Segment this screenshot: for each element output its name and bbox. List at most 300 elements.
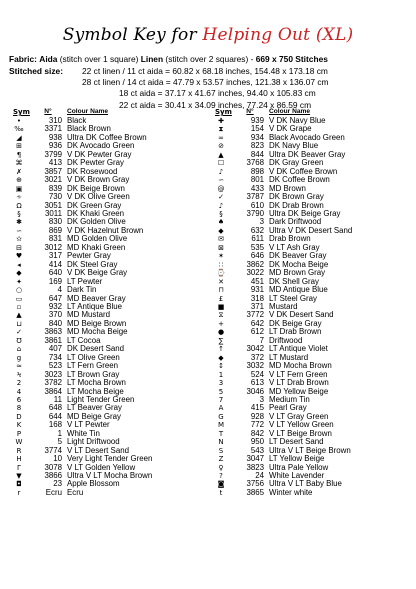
symbol-glyph: ⧗ [218,125,224,134]
floss-number: 840 [48,318,62,328]
colour-name: Pewter Gray [67,251,111,261]
symbol-glyph: 7 [218,395,224,404]
symbol-glyph: ⌚ [216,269,226,278]
symbol-row [211,388,409,396]
symbol-row [211,489,409,497]
colour-name: MD Mocha Brown [269,361,332,371]
colour-name: V LT Desert Sand [67,445,129,455]
colour-name: Drab Brown [269,234,311,244]
symbol-glyph: ⊞ [16,142,22,151]
symbol-glyph: £ [218,294,224,303]
symbol-glyph: ◘ [16,480,22,489]
colour-name: Light Tender Green [67,394,135,404]
floss-number: Ecru [45,487,62,497]
symbol-glyph: ∞ [218,133,224,142]
symbol-glyph: ⊕ [16,176,22,185]
colour-name: Dark Tin [67,285,97,295]
symbol-glyph: T [218,429,224,438]
fabric-stitch-count: 669 x 750 Stitches [255,54,328,64]
symbol-glyph: ◢ [16,133,22,142]
colour-name: DK Desert Sand [67,344,125,354]
colour-name: MD Golden Olive [67,234,128,244]
symbol-glyph: t [219,488,223,497]
symbol-glyph: • [16,117,22,125]
symbol-glyph: Γ [17,463,21,472]
floss-number: 844 [250,149,264,159]
symbol-glyph: ◂ [17,260,21,269]
floss-number: 928 [250,411,264,421]
floss-number: 5 [57,437,62,447]
symbol-glyph: ◆ [16,269,22,278]
floss-number: 830 [48,217,62,227]
colour-name: Black Avocado Green [269,132,345,142]
colour-name: V LT Pewter [67,420,110,430]
symbol-glyph: ∷ [218,260,224,269]
floss-number: 3032 [246,361,264,371]
symbol-glyph: ∽ [16,226,22,235]
symbol-glyph: ◆ [218,226,224,235]
symbol-glyph: ♪ [218,167,224,176]
symbol-glyph: ● [217,328,225,337]
floss-number: 801 [250,175,264,185]
symbol-column-left [9,108,207,497]
colour-name: MD Antique Blue [269,285,328,295]
header-num: N° [44,108,52,115]
symbol-glyph: N [218,438,224,447]
fabric-aida: Aida [39,54,58,64]
symbol-glyph: 1 [218,370,224,379]
floss-number: 317 [48,251,62,261]
colour-name: Ultra DK Coffee Brown [67,132,147,142]
symbol-glyph: ✕ [218,277,224,286]
symbol-glyph: ⊠ [218,243,224,252]
colour-name: V LT Fern Green [269,369,328,379]
colour-name: V LT Beige Brown [269,428,332,438]
floss-number: 415 [250,403,264,413]
colour-name: MD Mustard [67,310,110,320]
symbol-glyph: ◆ [218,353,224,362]
colour-name: LT Mocha Beige [67,386,124,396]
floss-number: 543 [250,445,264,455]
symbol-row [211,295,409,303]
symbol-row [211,176,409,184]
floss-number: 451 [250,276,264,286]
colour-name: LT Antique Blue [67,301,122,311]
floss-number: 3371 [44,124,62,134]
floss-number: 3862 [246,259,264,269]
symbol-key-table [9,108,409,497]
floss-number: 4 [57,285,62,295]
symbol-glyph: Ω [16,201,22,210]
symbol-glyph: ◙ [217,480,225,489]
colour-name: DK Gray Green [269,158,324,168]
fabric-linen: Linen [140,54,164,64]
colour-name: Ultra V LT Baby Blue [269,479,342,489]
title-pattern-name: Helping Out (XL) [202,25,354,45]
column-header [9,108,207,117]
symbol-glyph: ▣ [15,184,23,193]
floss-number: 535 [250,242,264,252]
floss-number: 932 [48,301,62,311]
colour-name: LT Brown Gray [67,369,120,379]
symbol-glyph: ■ [217,302,225,311]
symbol-glyph: ≈ [16,362,22,371]
colour-name: V DK Olive Green [67,192,130,202]
floss-number: 3866 [44,471,62,481]
symbol-glyph: ✦ [16,277,22,286]
colour-name: DK Coffee Brown [269,175,330,185]
colour-name: V LT Ash Gray [269,242,320,252]
symbol-glyph: ∻ [16,193,22,202]
symbol-glyph: ▫ [16,302,22,311]
floss-number: 3011 [45,208,62,218]
floss-number: 10 [53,454,62,464]
symbol-glyph: ✫ [16,235,22,244]
floss-number: 3 [259,217,264,227]
symbol-glyph: ✱ [16,218,22,227]
symbol-glyph: ¶ [16,150,22,159]
symbol-glyph: ♀ [218,463,224,472]
colour-name: Ultra V LT Mocha Brown [67,471,153,481]
symbol-glyph: Ʊ [16,336,22,345]
symbol-glyph: ? [219,472,223,481]
symbol-glyph: § [17,209,21,218]
floss-number: 3799 [44,149,62,159]
symbol-glyph: ♪ [218,201,224,210]
symbol-row [9,269,207,277]
symbol-glyph: ✉ [218,235,224,244]
symbol-glyph: Ϟ [16,370,22,379]
floss-number: 936 [48,141,62,151]
floss-number: 648 [48,403,62,413]
colour-name: White Tin [67,428,100,438]
symbol-glyph: W [15,438,23,447]
colour-name: Winter white [269,487,313,497]
symbol-glyph: A [218,404,224,413]
floss-number: 3857 [44,166,62,176]
floss-number: 938 [48,132,62,142]
floss-number: 23 [53,479,62,489]
header-num: N° [246,108,254,115]
symbol-glyph: ⊓ [218,286,224,295]
symbol-glyph: ▼ [16,472,22,481]
colour-name: LT Yellow Beige [269,454,325,464]
floss-number: 11 [53,394,62,404]
symbol-glyph: ⧖ [218,311,224,320]
colour-name: LT Olive Green [67,352,120,362]
colour-name: MD Beige Brown [67,318,127,328]
floss-number: 371 [250,301,264,311]
floss-number: 642 [250,318,264,328]
floss-number: 414 [48,259,62,269]
symbol-glyph: ✗ [16,167,22,176]
floss-number: 524 [250,369,264,379]
symbol-glyph: 8 [16,404,22,413]
symbol-glyph: § [219,209,223,218]
colour-name: LT Pewter [67,276,103,286]
symbol-glyph: ↕ [218,362,224,371]
symbol-glyph: ✓ [218,193,224,202]
floss-number: 3768 [246,158,264,168]
floss-number: 3078 [44,462,62,472]
floss-number: 310 [48,116,62,125]
floss-number: 831 [48,234,62,244]
floss-number: 169 [48,276,62,286]
floss-number: 3 [259,394,264,404]
stitched-size-row: 28 ct linen / 14 ct aida = 47.79 x 53.57 inches, 121.38 x 136.07 cm [82,77,329,88]
colour-name: Ultra V DK Desert Sand [269,225,353,235]
symbol-glyph: 5 [218,387,224,396]
symbol-glyph: ↑ [218,345,224,354]
colour-name: DK Khaki Green [67,208,125,218]
floss-number: 3022 [246,268,264,278]
fabric-label: Fabric: [9,54,37,64]
floss-number: 839 [48,183,62,193]
floss-number: 154 [250,124,264,134]
floss-number: 734 [48,352,62,362]
colour-name: LT Steel Gray [269,293,317,303]
colour-name: Apple Blossom [67,479,120,489]
colour-name: V DK Hazelnut Brown [67,225,144,235]
symbol-glyph: ☐ [217,159,225,168]
colour-name: Driftwood [269,335,303,345]
colour-name: DK Beige Brown [67,183,125,193]
floss-number: 3790 [246,208,264,218]
floss-number: 612 [250,327,264,337]
colour-name: LT Mocha Brown [67,378,126,388]
floss-number: 939 [250,116,264,125]
colour-name: Mustard [269,301,298,311]
colour-name: Ultra Pale Yellow [269,462,329,472]
floss-number: 3782 [44,378,62,388]
floss-number: 3774 [44,445,62,455]
colour-name: DK Steel Gray [67,259,118,269]
colour-name: LT Drab Brown [269,327,322,337]
symbol-glyph: + [218,319,224,328]
symbol-glyph: G [218,412,224,421]
colour-name: V DK Beige Gray [67,268,128,278]
floss-number: 647 [48,293,62,303]
header-sym: Sym [215,108,232,116]
colour-name: Medium Tin [269,394,310,404]
colour-name: MD Brown Gray [269,268,326,278]
symbol-glyph: r [17,488,21,497]
symbol-row [9,328,207,336]
colour-name: DK Golden Olive [67,217,126,227]
colour-name: MD Mocha Beige [67,327,128,337]
floss-number: 7 [259,335,264,345]
colour-name: V LT Gray Green [269,411,329,421]
symbol-glyph: ⌘ [15,159,23,168]
floss-number: 632 [250,225,264,235]
colour-name: DK Green Gray [67,200,122,210]
colour-name: Ultra DK Beige Gray [269,208,341,218]
floss-number: 3051 [44,200,62,210]
floss-number: 24 [255,471,264,481]
colour-name: DK Drab Brown [269,200,324,210]
stitched-size-row: 22 ct linen / 11 ct aida = 60.82 x 68.18 inches, 154.48 x 173.18 cm [82,66,328,76]
stitched-size-row: 22 ct aida = 30.41 x 34.09 inches, 77.24 x 86.59 cm [119,99,312,110]
floss-number: 931 [250,285,264,295]
symbol-row [9,278,207,286]
floss-number: 3756 [246,479,264,489]
colour-name: LT Cocoa [67,335,101,345]
symbol-glyph: ⊔ [16,319,22,328]
colour-name: Very Light Tender Green [67,454,153,464]
symbol-glyph: g [16,353,22,362]
colour-name: DK Mocha Beige [269,259,329,269]
symbol-glyph: ▭ [15,294,23,303]
colour-name: V DK Brown Gray [67,175,130,185]
symbol-row [211,345,409,353]
floss-number: 644 [48,411,62,421]
colour-name: V LT Golden Yellow [67,462,136,472]
colour-name: Dark Driftwood [269,217,322,227]
colour-name: LT Desert Sand [269,437,324,447]
floss-number: 3861 [44,335,62,345]
header-name: Colour Name [269,108,311,115]
floss-number: 433 [250,183,264,193]
floss-number: 3047 [246,454,264,464]
symbol-glyph: P [16,429,22,438]
symbol-glyph: H [16,455,22,464]
symbol-glyph: ✶ [218,252,224,261]
symbol-glyph: ♥ [15,252,23,261]
floss-number: 772 [250,420,264,430]
colour-name: LT Antique Violet [269,344,328,354]
colour-name: MD Beaver Gray [67,293,126,303]
floss-number: 730 [48,192,62,202]
colour-name: DK Rosewood [67,166,118,176]
floss-number: 3787 [246,192,264,202]
stitched-size-row: 18 ct aida = 37.17 x 41.67 inches, 94.40 x 105.83 cm [119,88,316,99]
symbol-glyph: ∑ [218,336,224,345]
floss-number: 370 [48,310,62,320]
colour-name: V DK Coffee Brown [269,166,338,176]
symbol-glyph: R [16,446,22,455]
floss-number: 898 [250,166,264,176]
symbol-glyph: ✓ [16,328,22,337]
colour-name: LT Fern Green [67,361,119,371]
colour-name: DK Navy Blue [269,141,319,151]
floss-number: 611 [251,234,264,244]
symbol-glyph: D [16,412,22,421]
colour-name: Ecru [67,487,84,497]
symbol-glyph: ⊟ [16,243,22,252]
symbol-row [9,489,207,497]
floss-number: 372 [250,352,264,362]
fabric-line [9,54,328,65]
colour-name: V DK Navy Blue [269,116,326,125]
symbol-glyph: 6 [16,395,22,404]
floss-number: 950 [250,437,264,447]
symbol-glyph: Z [218,455,224,464]
floss-number: 3042 [246,344,264,354]
floss-number: 640 [48,268,62,278]
symbol-glyph: ⊘ [218,142,224,151]
colour-name: Pearl Gray [269,403,307,413]
colour-name: MD Brown [269,183,306,193]
symbol-row [211,328,409,336]
floss-number: 168 [48,420,62,430]
floss-number: 823 [250,141,264,151]
colour-name: DK Beige Gray [269,318,322,328]
colour-name: MD Yellow Beige [269,386,329,396]
stitched-size-block [9,66,409,111]
floss-number: 407 [48,344,62,354]
floss-number: 3023 [44,369,62,379]
title-prefix: Symbol Key for [62,25,203,45]
symbol-row [9,421,207,429]
stitched-size-label: Stitched size: [9,66,63,76]
symbol-glyph: ♠ [217,218,225,227]
fabric-linen-note: (stitch over 2 squares) - [165,54,254,64]
floss-number: 3772 [246,310,264,320]
colour-name: White Lavender [269,471,325,481]
floss-number: 3864 [44,386,62,396]
colour-name: Ultra V LT Beige Brown [269,445,351,455]
colour-name: MD Beige Gray [67,411,121,421]
symbol-glyph: ‰ [14,125,24,134]
colour-name: Black [67,116,87,125]
colour-name: V DK Grape [269,124,312,134]
symbol-glyph: ○ [15,286,23,295]
colour-name: V DK Pewter Gray [67,149,132,159]
symbol-glyph: 4 [16,387,22,396]
symbol-row [211,396,409,404]
symbol-glyph: ✚ [218,117,224,125]
fabric-aida-note: (stitch over 1 square) [59,54,139,64]
symbol-column-right [211,108,409,497]
page-title [9,0,407,45]
floss-number: 934 [250,132,264,142]
symbol-glyph: K [16,421,22,430]
floss-number: 523 [48,361,62,371]
symbol-glyph: ⌂ [16,345,22,354]
symbol-glyph: ▲ [16,311,22,320]
colour-name: V LT Drab Brown [269,378,329,388]
symbol-glyph: M [217,421,225,430]
floss-number: 3012 [44,242,62,252]
symbol-glyph: S [218,446,224,455]
floss-number: 842 [250,428,264,438]
colour-name: DK Pewter Gray [67,158,125,168]
floss-number: 3046 [246,386,264,396]
symbol-glyph: @ [217,184,225,193]
header-sym: Sym [13,108,30,116]
floss-number: 3823 [246,462,264,472]
colour-name: DK Beaver Gray [269,251,327,261]
symbol-row [9,480,207,488]
symbol-glyph: ∽ [218,176,224,185]
floss-number: 413 [48,158,62,168]
symbol-glyph: ▲ [218,150,224,159]
colour-name: DK Brown Gray [269,192,324,202]
colour-name: Ultra DK Beaver Gray [269,149,346,159]
colour-name: V LT Yellow Green [269,420,334,430]
symbol-glyph: 2 [16,379,22,388]
floss-number: 646 [250,251,264,261]
colour-name: LT Mustard [269,352,309,362]
floss-number: 610 [250,200,264,210]
colour-name: LT Beaver Gray [67,403,122,413]
colour-name: V DK Desert Sand [269,310,334,320]
symbol-glyph: 3 [218,379,224,388]
floss-number: 613 [250,378,264,388]
floss-number: 3863 [44,327,62,337]
floss-number: 3865 [246,487,264,497]
colour-name: MD Khaki Green [67,242,126,252]
